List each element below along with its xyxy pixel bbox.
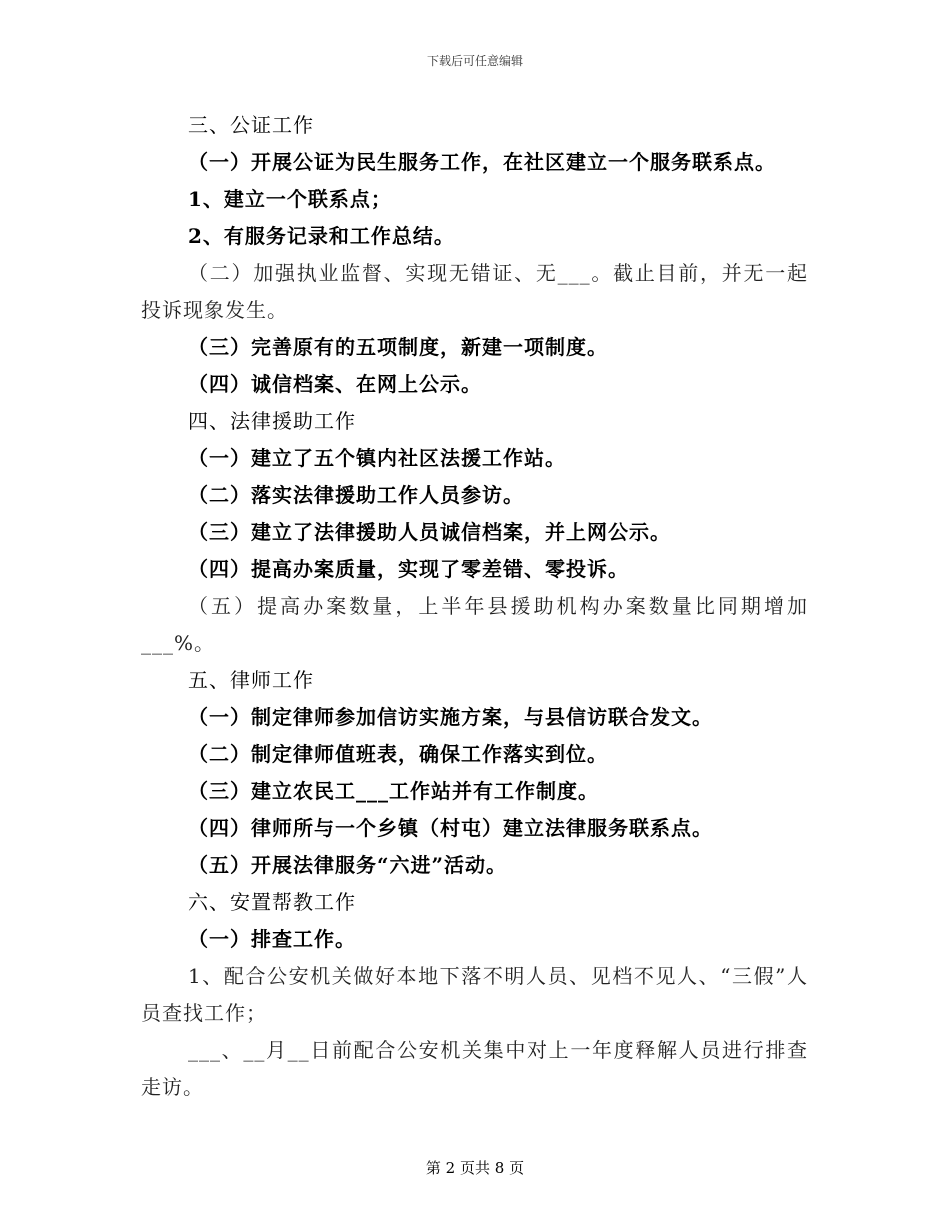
page-footer: 第 2 页共 8 页 [425, 1159, 525, 1177]
lawyers-item-5: （五）开展法律服务“六进”活动。 [188, 853, 508, 877]
legal-aid-item-3: （三）建立了法律援助人员诚信档案，并上网公示。 [188, 520, 671, 544]
notary-item-3: （三）完善原有的五项制度，新建一项制度。 [188, 335, 608, 359]
notary-subitem-2: 2、有服务记录和工作总结。 [188, 224, 455, 248]
lawyers-item-1: （一）制定律师参加信访实施方案，与县信访联合发文。 [188, 705, 713, 729]
legal-aid-item-4: （四）提高办案质量，实现了零差错、零投诉。 [188, 557, 629, 581]
document-body [141, 107, 808, 1106]
notary-item-2: （二）加强执业监督、实现无错证、无___。截止目前，并无一起投诉现象发生。 [141, 261, 808, 322]
lawyers-item-2: （二）制定律师值班表，确保工作落实到位。 [188, 742, 608, 766]
legal-aid-item-5: （五）提高办案数量，上半年县援助机构办案数量比同期增加___%。 [141, 594, 808, 655]
lawyers-item-3: （三）建立农民工___工作站并有工作制度。 [188, 779, 599, 803]
resettlement-subitem-2: ___、__月__日前配合公安机关集中对上一年度释解人员进行排查走访。 [141, 1038, 808, 1099]
notary-item-1: （一）开展公证为民生服务工作，在社区建立一个服务联系点。 [188, 150, 776, 174]
notary-subitem-1: 1、建立一个联系点； [188, 187, 392, 211]
section-heading-notary: 三、公证工作 [188, 113, 314, 137]
legal-aid-item-1: （一）建立了五个镇内社区法援工作站。 [188, 446, 566, 470]
lawyers-item-4: （四）律师所与一个乡镇（村屯）建立法律服务联系点。 [188, 816, 713, 840]
section-heading-lawyers: 五、律师工作 [188, 668, 314, 692]
legal-aid-item-2: （二）落实法律援助工作人员参访。 [188, 483, 524, 507]
page-header: 下载后可任意编辑 [426, 54, 523, 68]
resettlement-item-1: （一）排查工作。 [188, 927, 356, 951]
section-heading-legal-aid: 四、法律援助工作 [188, 409, 356, 433]
section-heading-resettlement: 六、安置帮教工作 [188, 890, 356, 914]
notary-item-4: （四）诚信档案、在网上公示。 [188, 372, 482, 396]
resettlement-subitem-1: 1、配合公安机关做好本地下落不明人员、见档不见人、“三假”人员查找工作； [141, 964, 808, 1025]
